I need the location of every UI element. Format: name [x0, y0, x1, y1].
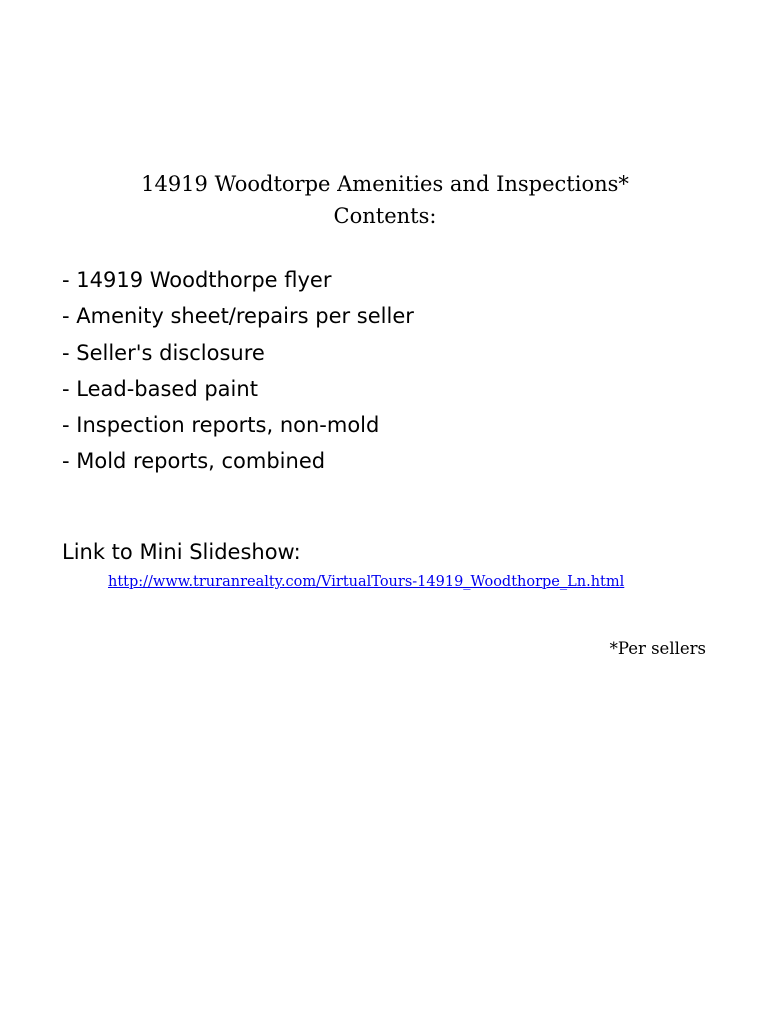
footnote: *Per sellers: [609, 639, 706, 658]
title-line-2: Contents:: [333, 204, 437, 228]
list-item: - Mold reports, combined: [62, 449, 326, 474]
slideshow-label: Link to Mini Slideshow:: [62, 540, 301, 564]
list-item: - Inspection reports, non-mold: [62, 413, 380, 438]
document-title: [0, 168, 770, 232]
slideshow-link[interactable]: http://www.truranrealty.com/VirtualTours-14919_Woodthorpe_Ln.html: [108, 574, 625, 590]
title-line-1: 14919 Woodtorpe Amenities and Inspections*: [141, 172, 629, 196]
list-item: - Lead-based paint: [62, 376, 258, 401]
list-item: - Seller's disclosure: [62, 340, 265, 365]
contents-list: [62, 262, 414, 480]
list-item: - 14919 Woodthorpe flyer: [62, 268, 332, 292]
list-item: - Amenity sheet/repairs per seller: [62, 304, 414, 329]
